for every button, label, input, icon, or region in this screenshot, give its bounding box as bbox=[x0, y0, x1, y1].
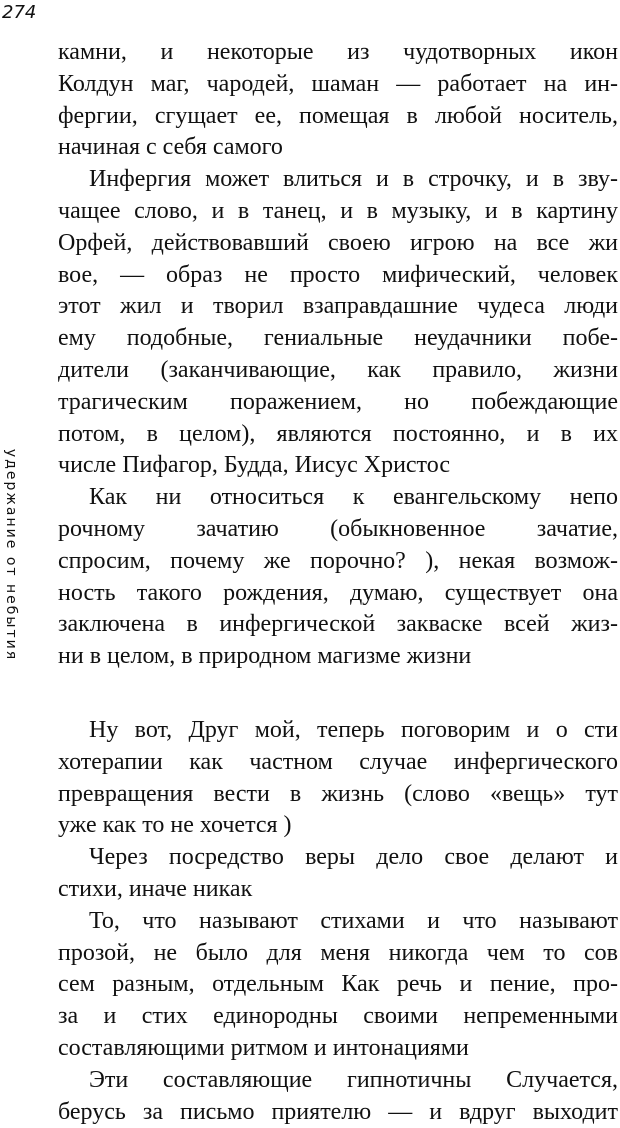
running-head: удержание от небытия bbox=[3, 448, 19, 662]
page-number: 274 bbox=[2, 2, 37, 23]
text-line: спросим, почему же порочно? ), некая возмож- bbox=[58, 547, 618, 574]
text-line: заключена в инфергической закваске всей жиз- bbox=[58, 611, 618, 638]
text-line: составляющими ритмом и интонациями bbox=[58, 1034, 469, 1061]
text-line: уже как то не хочется ) bbox=[58, 812, 292, 839]
text-line: берусь за письмо приятелю — и вдруг выходит bbox=[58, 1098, 618, 1125]
text-line: стихи, иначе никак bbox=[58, 875, 253, 902]
text-line: за и стих единородны своими непременными bbox=[58, 1003, 618, 1030]
text-line: рочному зачатию (обыкновенное зачатие, bbox=[58, 515, 618, 542]
text-line: дители (заканчивающие, как правило, жизни bbox=[58, 356, 618, 383]
text-line: Ну вот, Друг мой, теперь поговорим и о сти bbox=[89, 717, 618, 743]
text-line: камни, и некоторые из чудотворных икон bbox=[58, 39, 618, 65]
text-section-2 bbox=[58, 715, 618, 1128]
text-line: Эти составляющие гипнотичны Случается, bbox=[89, 1066, 618, 1093]
text-line: хотерапии как частном случае инфергического bbox=[58, 748, 618, 775]
text-line: ни в целом, в природном магизме жизни bbox=[58, 643, 472, 670]
text-line: этот жил и творил взаправдашние чудеса люди bbox=[58, 293, 618, 320]
text-line: начиная с себя самого bbox=[58, 134, 283, 161]
text-line: ность такого рождения, думаю, существует она bbox=[58, 579, 618, 606]
text-line: трагическим поражением, но побеждающие bbox=[58, 388, 618, 415]
text-line: числе Пифагор, Будда, Иисус Христос bbox=[58, 452, 450, 479]
text-line: чащее слово, и в танец, и в музыку, и в картину bbox=[58, 197, 618, 224]
text-line: сем разным, отдельным Как речь и пение, про- bbox=[58, 971, 618, 998]
text-line: Орфей, действовавший своею игрою на все жи bbox=[58, 229, 618, 256]
text-line: превращения вести в жизнь (слово «вещь» тут bbox=[58, 780, 618, 807]
text-line: Через посредство веры дело свое делают и bbox=[89, 844, 618, 871]
text-line: Колдун маг, чародей, шаман — работает на ин- bbox=[58, 70, 618, 97]
text-line: вое, — образ не просто мифический, человек bbox=[58, 261, 618, 288]
text-line: Как ни относиться к евангельскому непо bbox=[89, 484, 618, 511]
text-line: ему подобные, гениальные неудачники побе- bbox=[58, 325, 618, 352]
text-line: прозой, не было для меня никогда чем то сов bbox=[58, 939, 618, 966]
text-line: Инфергия может влиться и в строчку, и в зву- bbox=[89, 166, 618, 193]
text-line: потом, в целом), являются постоянно, и в их bbox=[58, 420, 618, 447]
text-line: фергии, сгущает ее, помещая в любой носитель, bbox=[58, 102, 618, 129]
text-line: То, что называют стихами и что называют bbox=[89, 907, 618, 934]
text-section-1 bbox=[58, 37, 618, 673]
